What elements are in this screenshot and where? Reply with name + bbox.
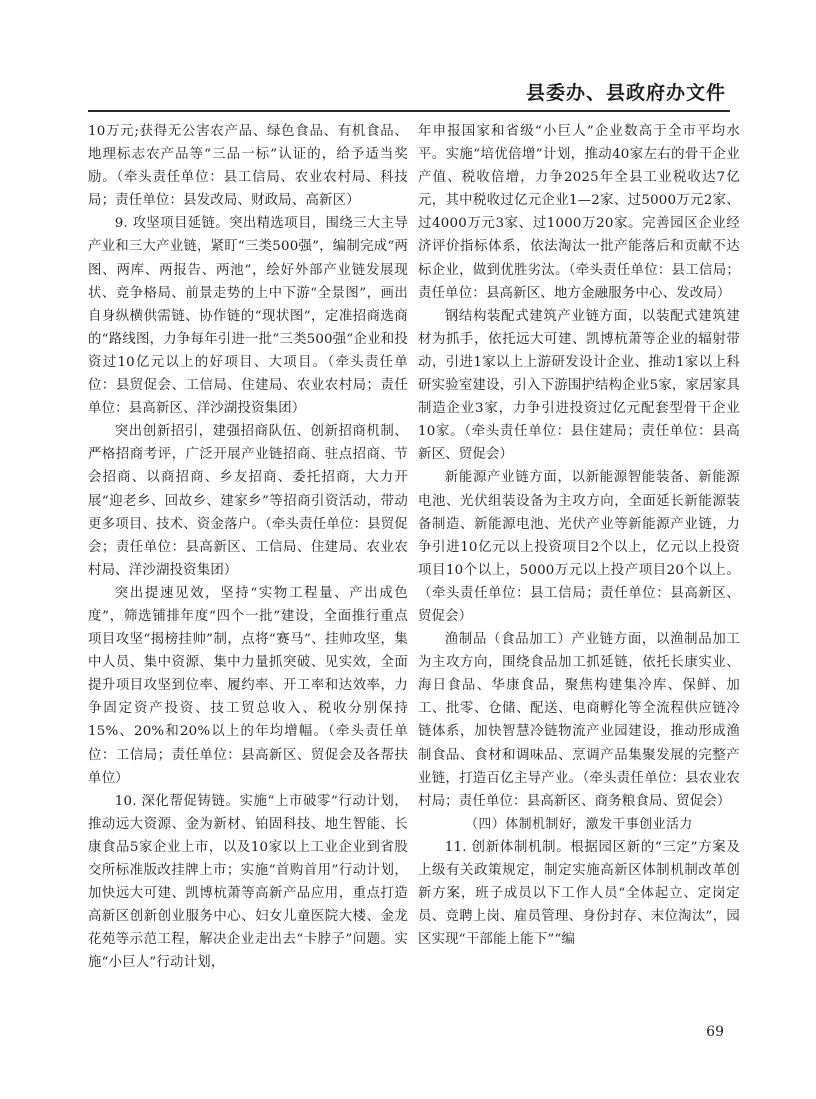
section-subheading: （四）体制机制好，激发干事创业活力 — [465, 816, 693, 832]
running-header-title: 县委办、县政府办文件 — [525, 82, 726, 104]
page-number: 69 — [706, 1024, 724, 1040]
paragraph: 年申报国家和省级“小巨人”企业数高于全市平均水平。实施“培优倍增”计划，推动40家左右的骨干企业产值、税收倍增，力争2025年全县工业税收达7亿元，其中税收过亿元企业1—2家、过5000万元2家、过4000万元3家、过1000万20家。完善园区企业经济评价指标体系，依法淘汰一批产能落后和贡献不达标企业，做到优胜劣汰。（牵头责任单位：县工信局；责任单位：县高新区、地方金融服务中心、发改局） — [418, 124, 740, 301]
right-column — [418, 120, 740, 951]
paragraph: 9. 攻坚项目延链。突出精选项目，围绕三大主导产业和三大产业链，紧盯“三类500强”，编制完成“两图、两库、两报告、两池”，绘好外部产业链发展现状、竞争格局、前景走势的上中下游“全景图”，画出自身纵横供需链、协作链的“现状图”，定准招商选商的“路线图，力争每年引进一批“三类500强”企业和投资过10亿元以上的好项目、大项目。（牵头责任单位：县贸促会、工信局、住建局、农业农村局；责任单位：县高新区、洋沙湖投资集团） — [88, 216, 408, 417]
paragraph: 钢结构装配式建筑产业链方面，以装配式建筑建材为抓手，依托远大可建、凯博杭萧等企业的辐射带动，引进1家以上上游研发设计企业、推动1家以上科研实验室建设，引入下游围护结构企业5家，家居家具制造企业3家，力争引进投资过亿元配套型骨干企业10家。（牵头责任单位：县住建局；责任单位：县高新区、贸促会） — [418, 308, 740, 463]
left-column — [88, 120, 408, 974]
paragraph: 10万元;获得无公害农产品、绿色食品、有机食品、地理标志农产品等“三品一标”认证的，给予适当奖励。（牵头责任单位：县工信局、农业农村局、科技局；责任单位：县发改局、财政局、高新区） — [88, 124, 408, 209]
paragraph: 突出创新招引，建强招商队伍、创新招商机制、严格招商考评，广泛开展产业链招商、驻点招商、节会招商、以商招商、乡友招商、委托招商，大力开展“迎老乡、回故乡、建家乡”等招商引资活动，带动更多项目、技术、资金落户。（牵头责任单位：县贸促会；责任单位：县高新区、工信局、住建局、农业农村局、洋沙湖投资集团） — [88, 424, 408, 578]
paragraph: 10. 深化帮促铸链。实施“上市破零”行动计划，推动远大资源、金为新材、铂固科技、地生智能、长康食品5家企业上市，以及10家以上工业企业到省股交所标准版改挂牌上市；实施“首购首用”行动计划，加快远大可建、凯博杭萧等高新产品应用，重点打造高新区创新创业服务中心、妇女儿童医院大楼、金龙花苑等示范工程，解决企业走出去“卡脖子”问题。实施“小巨人”行动计划， — [88, 793, 408, 971]
paragraph: 11. 创新体制机制。根据园区新的“三定”方案及上级有关政策规定，制定实施高新区体制机制改革创新方案，班子成员以下工作人员“全体起立、定岗定员、竞聘上岗、雇员管理、身份封存、末位淘汰”，园区实现“干部能上能下”“编 — [418, 839, 740, 948]
paragraph: 突出提速见效，坚持“实物工程量、产出成色度”，筛选铺排年度“四个一批”建设，全面推行重点项目攻坚“揭榜挂帅”制，点将“赛马”、挂帅攻坚，集中人员、集中资源、集中力量抓突破、见实效，全面提升项目攻坚到位率、履约率、开工率和达效率，力争固定资产投资、技工贸总收入、税收分别保持15%、20%和20%以上的年均增幅。（牵头责任单位：工信局；责任单位：县高新区、贸促会及各帮扶单位） — [88, 585, 408, 786]
paragraph: 渔制品（食品加工）产业链方面，以渔制品加工为主攻方向，围绕食品加工抓延链，依托长康实业、海日食品、华康食品，聚焦构建集冷库、保鲜、加工、批零、仓储、配送、电商孵化等全流程供应链冷链体系，加快智慧冷链物流产业园建设，推动形成渔制食品、食材和调味品、烹调产品集聚发展的完整产业链，打造百亿主导产业。（牵头责任单位：县农业农村局；责任单位：县高新区、商务粮食局、贸促会） — [418, 632, 740, 809]
header-divider — [88, 110, 730, 112]
paragraph: 新能源产业链方面，以新能源智能装备、新能源电池、光伏组装设备为主攻方向，全面延长新能源装备制造、新能源电池、光伏产业等新能源产业链，力争引进10亿元以上投资项目2个以上，亿元以上投资项目10个以上，5000万元以上投产项目20个以上。（牵头责任单位：县工信局；责任单位：县高新区、贸促会） — [418, 470, 740, 624]
